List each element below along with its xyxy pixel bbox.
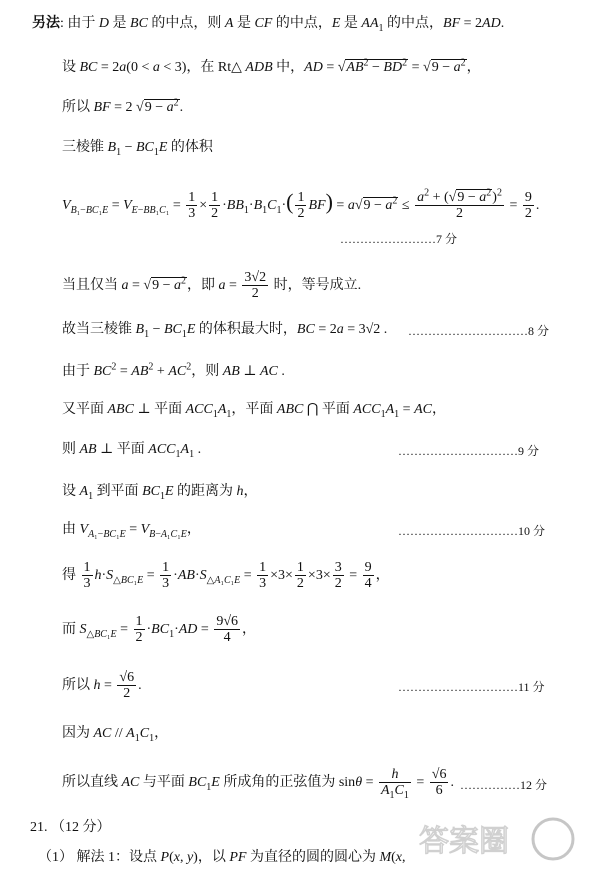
volume-formula: $V_{B_1-BC_1E} = V_{E-BB_1C_1}$ = $\frac{1}{3}$ × $\frac{1}{2}$ $\cdot BB_1\cdot B_1C_1\cdot$( $\frac{1}{2}$ $BF) = a√9 - a^2$ ≤ $\frac{a^2 + (√9 - a^2)^2}{2}$ = $\frac{9}{2}$ . — [62, 187, 540, 222]
parallel-line: 因为 AC // $A_1C_1$， — [62, 726, 169, 744]
sine-line: 所以直线 AC 与平面 $BC_1E$ 所成角的正弦值为 sinθ = $\frac{h}{A_1C_1}$ = $\frac{√6}{6}$ . — [62, 767, 454, 802]
q21-header — [30, 818, 111, 838]
plane-line: 又平面 ABC ⊥ 平面 $ACC_1A_1$，平面 ABC ⋂ 平面 $ACC_1A_1$ = AC， — [62, 402, 446, 420]
q21-part1-line: （1） 解法 1：设点 P(x, y)，以 PF 为直径的圆的圆心为 M(x, — [38, 850, 406, 865]
score-8: …………………………8 分 — [408, 324, 550, 338]
bf-line: 所以 BF = 2 $√9 - a^2$. — [62, 97, 184, 115]
volume-intro-line: 三棱锥 $B_1 - BC_1E$ 的体积 — [62, 140, 213, 158]
answer-circle-watermark — [413, 813, 585, 871]
score-11: …………………………11 分 — [398, 680, 545, 694]
watermark-text: 答案圈 — [419, 824, 509, 859]
volume-equal-line: 由 $V_{A_1-BC_1E} = V_{B-A_1C_1E}$， — [62, 522, 201, 540]
equality-line: 当且仅当 $a = √9 - a^2$，即 a = $\frac{3√2}{2}$ 时，等号成立. — [62, 270, 362, 302]
score-7: ……………………7 分 — [340, 232, 458, 246]
perpendicular-line: 由于 $BC^2 = AB^2 + AC^2$，则 AB ⊥ AC . — [62, 361, 285, 379]
area-bc1e-line: 而 $S_{\triangle BC_1E}$ = $\frac{1}{2}$ $\cdot BC_1\cdot AD$ = $\frac{9√6}{4}$ ， — [62, 614, 256, 646]
score-9: …………………………9 分 — [398, 444, 540, 458]
watermark-circle-icon — [533, 819, 573, 859]
score-10: …………………………10 分 — [398, 524, 546, 538]
score-12: ……………12 分 — [460, 778, 548, 792]
q21-solution1: 解法 1：设点 — [76, 850, 157, 865]
distance-line: 设 $A_1$ 到平面 $BC_1E$ 的距离为 h， — [62, 484, 258, 502]
q21-points: （12 分） — [51, 820, 111, 835]
h-value-line: 所以 h = $\frac{√6}{2}$ . — [62, 670, 142, 702]
q21-number: 21. — [30, 820, 48, 835]
q21-part1-label: （1） — [38, 850, 73, 865]
setup-bc-line: 设 BC = 2a(0 < a < 3)，在 Rt△ ADB 中，AD = $√AB^2 - BD^2 = √9 - a^2$， — [62, 57, 481, 75]
max-volume-line: 故当三棱锥 $B_1 - BC_1E$ 的体积最大时，BC = 2a = 3√2 . — [62, 322, 388, 340]
area-equation-line: 得 $\frac{1}{3}$ $h\cdot S_{\triangle BC_1E}$ = $\frac{1}{3}$ $\cdot AB\cdot S_{\triangle A_1C_1E}$ = $\frac{1}{3}$ ×3× $\frac{1}{2}$ ×3× $\frac{3}{2}$ = $\frac{9}{4}$ ， — [62, 560, 390, 592]
alt-method-line: 另法: 由于 D 是 BC 的中点，则 A 是 CF 的中点，E 是 $AA_1$ 的中点，BF = 2AD. — [32, 16, 505, 34]
alt-method-label: 另法 — [32, 16, 60, 31]
ab-perp-line: 则 AB ⊥ 平面 $ACC_1A_1$ . — [62, 442, 202, 460]
